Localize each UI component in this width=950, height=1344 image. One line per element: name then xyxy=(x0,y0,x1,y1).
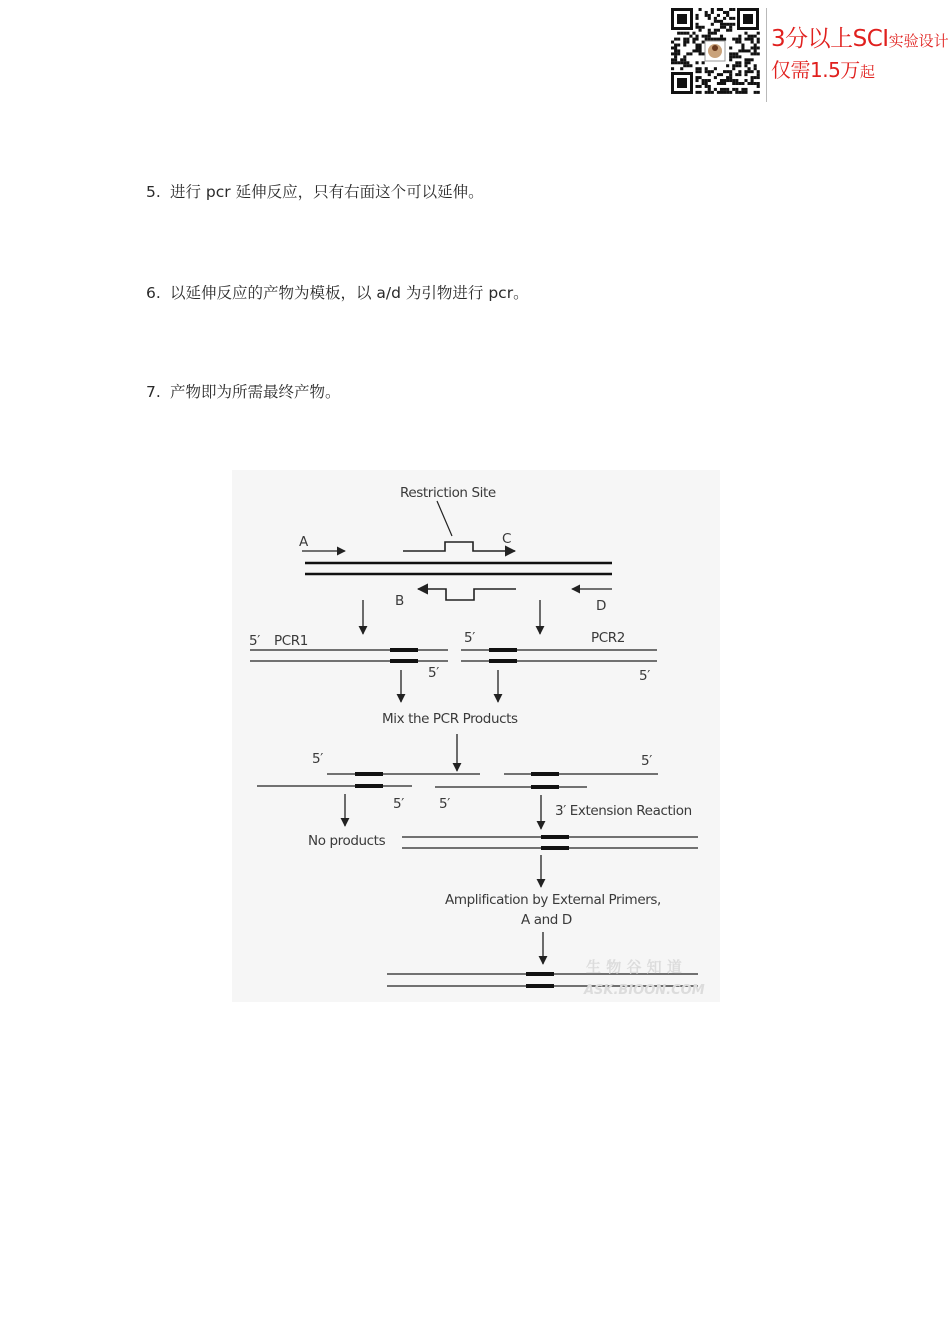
ad-line-1-main: 3分以上SCI xyxy=(771,26,889,52)
step-item xyxy=(146,180,484,202)
ad-line-1-small: 实验设计 xyxy=(888,32,949,50)
site-block xyxy=(541,835,569,839)
step-text: 进行 pcr 延伸反应，只有右面这个可以延伸。 xyxy=(170,183,484,201)
step-item xyxy=(146,380,341,402)
primer-a-label: A xyxy=(299,534,308,550)
watermark-url: ASK.BIOON.COM xyxy=(584,983,705,998)
pcr2-label: PCR2 xyxy=(591,630,625,646)
five-prime-label: 5′ xyxy=(249,633,260,649)
pcr1-label: PCR1 xyxy=(274,633,308,649)
mix-label: Mix the PCR Products xyxy=(382,711,518,727)
primer-c-label: C xyxy=(502,531,512,547)
ad-line-2 xyxy=(771,56,949,86)
ad-line-1 xyxy=(771,24,949,56)
overlap-pcr-figure xyxy=(232,470,720,1002)
site-block xyxy=(390,659,418,663)
primer-b-label: B xyxy=(395,593,404,609)
primer-d-label: D xyxy=(596,598,606,614)
site-block xyxy=(390,648,418,652)
five-prime-label: 5′ xyxy=(393,796,404,812)
five-prime-label: 5′ xyxy=(641,753,652,769)
ad-line-2-main: 仅需1.5万 xyxy=(771,58,860,82)
site-block xyxy=(355,772,383,776)
step-number: 7. xyxy=(146,383,161,401)
five-prime-label: 5′ xyxy=(428,665,439,681)
five-prime-label: 5′ xyxy=(639,668,650,684)
restriction-site-label: Restriction Site xyxy=(400,485,496,501)
qr-code xyxy=(669,6,761,96)
extension-label: 3′ Extension Reaction xyxy=(555,803,692,819)
ad-divider xyxy=(766,8,767,102)
step-number: 5. xyxy=(146,183,161,201)
site-block xyxy=(541,846,569,850)
five-prime-label: 5′ xyxy=(464,630,475,646)
site-block xyxy=(489,648,517,652)
site-block xyxy=(531,785,559,789)
step-item xyxy=(146,281,529,303)
five-prime-label: 5′ xyxy=(439,796,450,812)
step-text: 以延伸反应的产物为模板，以 a/d 为引物进行 pcr。 xyxy=(170,284,529,302)
step-number: 6. xyxy=(146,284,161,302)
figure-canvas xyxy=(232,470,720,1002)
site-block xyxy=(355,784,383,788)
ad-line-2-small: 起 xyxy=(859,63,875,81)
site-block xyxy=(531,772,559,776)
site-block xyxy=(526,972,554,976)
site-block xyxy=(489,659,517,663)
step-text: 产物即为所需最终产物。 xyxy=(170,383,341,401)
no-products-label: No products xyxy=(308,833,386,849)
amplification-label-line-2: A and D xyxy=(521,912,572,928)
header-ad[interactable] xyxy=(771,24,949,86)
five-prime-label: 5′ xyxy=(312,751,323,767)
amplification-label-line-1: Amplification by External Primers, xyxy=(445,892,661,908)
watermark-cn: 生 物 谷 知 道 xyxy=(586,958,682,976)
site-block xyxy=(526,984,554,988)
